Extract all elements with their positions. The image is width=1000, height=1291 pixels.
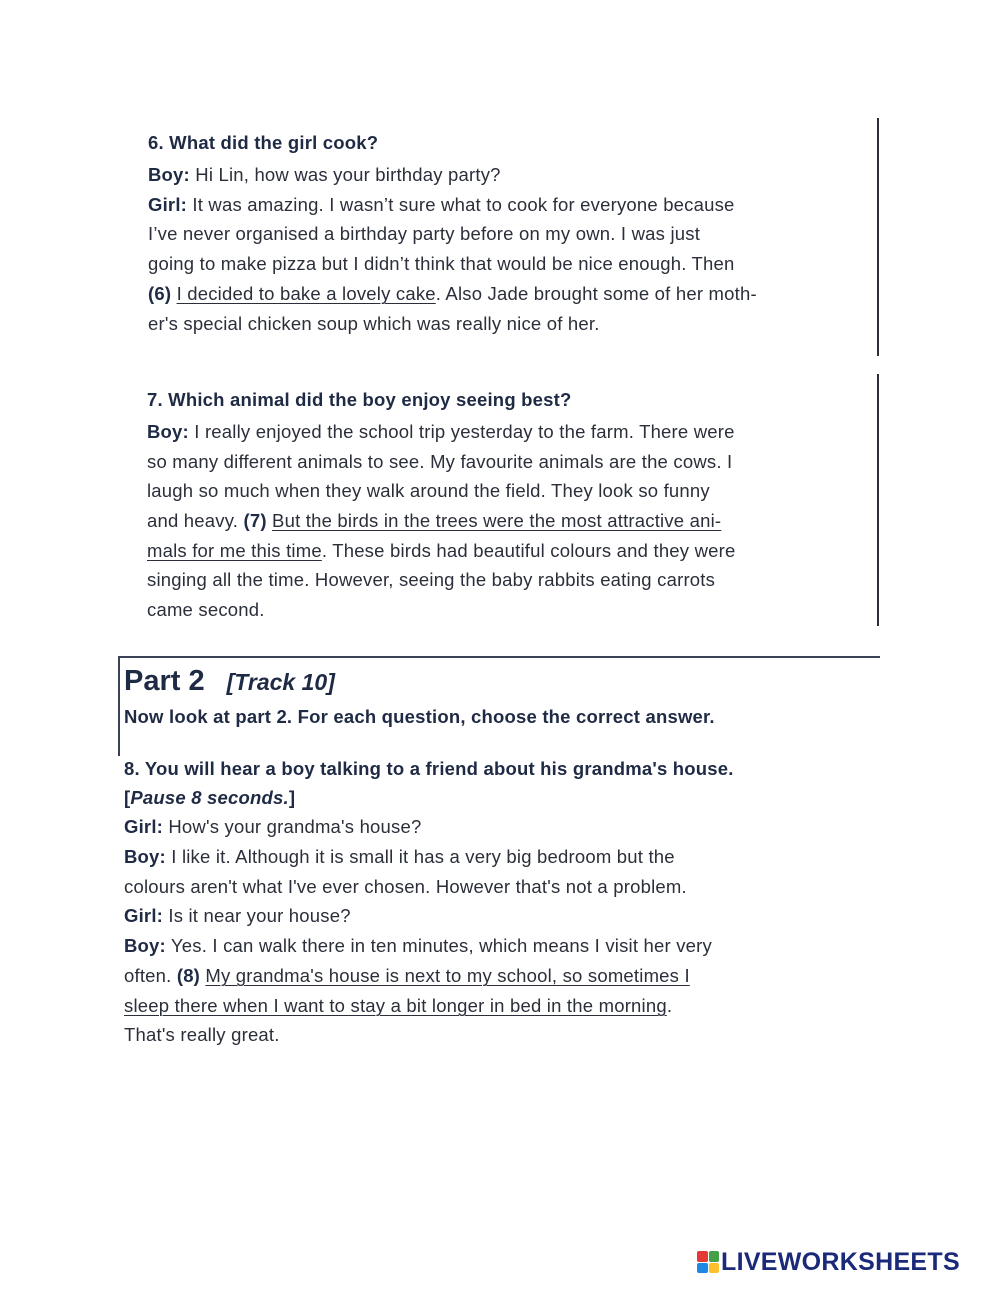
q8-after-answer: . xyxy=(666,995,673,1016)
q6-answer-line xyxy=(148,283,757,305)
logo-text: LIVEWORKSHEETS xyxy=(721,1247,960,1276)
answer-number-8: (8) xyxy=(176,965,201,986)
q8-boy-text-2a: Yes. I can walk there in ten minutes, which means I visit her very xyxy=(165,935,712,956)
q6-after-answer: . Also Jade brought some of her moth- xyxy=(435,283,757,304)
question-7-section xyxy=(147,389,867,629)
q6-boy-text: Hi Lin, how was your birthday party? xyxy=(189,164,501,185)
q8-boy-line-1 xyxy=(124,846,675,868)
logo-square xyxy=(709,1263,720,1274)
liveworksheets-logo xyxy=(697,1248,960,1276)
q8-boy-text-1a: I like it. Although it is small it has a very big bedroom but the xyxy=(165,846,675,867)
logo-square xyxy=(697,1263,708,1274)
speaker-boy: Boy: xyxy=(148,164,190,185)
q6-girl-line-2: I’ve never organised a birthday party before on my own. I was just xyxy=(148,223,701,244)
part-2-frame-top xyxy=(118,656,880,658)
q8-boy-line-2 xyxy=(124,935,712,957)
part-2-instruction: Now look at part 2. For each question, choose the correct answer. xyxy=(124,706,715,727)
logo-mark-icon xyxy=(697,1251,719,1273)
q7-line-2: so many different animals to see. My favourite animals are the cows. I xyxy=(147,451,733,472)
answer-text-6: I decided to bake a lovely cake xyxy=(176,283,436,304)
margin-rule xyxy=(877,118,879,356)
q8-girl-line-2 xyxy=(124,905,351,927)
q8-girl-text-2: Is it near your house? xyxy=(163,905,351,926)
q8-girl-text-1: How's your grandma's house? xyxy=(163,816,422,837)
q7-answer-line-2 xyxy=(147,540,735,562)
q7-answer-line-1 xyxy=(147,510,721,532)
q6-girl-text-1: It was amazing. I wasn’t sure what to cook for everyone because xyxy=(187,194,735,215)
track-label: [Track 10] xyxy=(226,669,335,695)
speaker-boy: Boy: xyxy=(124,935,166,956)
speaker-girl: Girl: xyxy=(148,194,188,215)
q6-boy-line xyxy=(148,164,501,186)
logo-square xyxy=(709,1251,720,1262)
q8-boy-line-1b: colours aren't what I've ever chosen. However that's not a problem. xyxy=(124,876,687,897)
q7-line-3: laugh so much when they walk around the field. They look so funny xyxy=(147,480,710,501)
q6-girl-line-3: going to make pizza but I didn’t think that would be nice enough. Then xyxy=(148,253,735,274)
question-8-title: 8. You will hear a boy talking to a friend about his grandma's house. xyxy=(124,758,734,779)
pause-note xyxy=(124,787,295,809)
speaker-boy: Boy: xyxy=(147,421,189,442)
part-2-heading xyxy=(124,664,335,698)
pause-text: Pause 8 seconds. xyxy=(130,787,289,808)
speaker-girl: Girl: xyxy=(124,816,164,837)
q8-closing-line: That's really great. xyxy=(124,1024,280,1045)
answer-text-8-part-1: My grandma's house is next to my school, so sometimes I xyxy=(205,965,690,986)
q7-boy-line-1 xyxy=(147,421,735,443)
q7-line-7: came second. xyxy=(147,599,265,620)
part-2-frame-left xyxy=(118,656,120,756)
part-2-title: Part 2 xyxy=(124,665,205,697)
speaker-girl: Girl: xyxy=(124,905,164,926)
q8-answer-line-2 xyxy=(124,995,672,1017)
q8-line-pre: often. xyxy=(124,965,177,986)
pause-close: ] xyxy=(288,787,296,808)
margin-rule xyxy=(877,374,879,626)
q8-girl-line-1 xyxy=(124,816,421,838)
q8-answer-line-1 xyxy=(124,965,690,987)
q6-girl-line-5: er's special chicken soup which was really nice of her. xyxy=(148,313,600,334)
question-6-section xyxy=(148,132,868,352)
answer-text-7-part-1: But the birds in the trees were the most attractive ani- xyxy=(272,510,722,531)
answer-text-7-part-2: mals for me this time xyxy=(147,540,322,561)
q7-text-1: I really enjoyed the school trip yesterday to the farm. There were xyxy=(188,421,735,442)
logo-square xyxy=(697,1251,708,1262)
pause-open: [ xyxy=(124,787,131,808)
q7-line-5-post: . These birds had beautiful colours and they were xyxy=(321,540,736,561)
question-6-title: 6. What did the girl cook? xyxy=(148,132,379,153)
answer-number-6: (6) xyxy=(148,283,172,304)
answer-text-8-part-2: sleep there when I want to stay a bit longer in bed in the morning xyxy=(124,995,667,1016)
part-2-section xyxy=(124,664,884,1064)
speaker-boy: Boy: xyxy=(124,846,166,867)
q6-girl-line-1 xyxy=(148,194,735,216)
q7-line-6: singing all the time. However, seeing the baby rabbits eating carrots xyxy=(147,569,716,590)
answer-number-7: (7) xyxy=(243,510,267,531)
question-7-title: 7. Which animal did the boy enjoy seeing best? xyxy=(147,389,572,410)
q7-line-4-pre: and heavy. xyxy=(147,510,244,531)
